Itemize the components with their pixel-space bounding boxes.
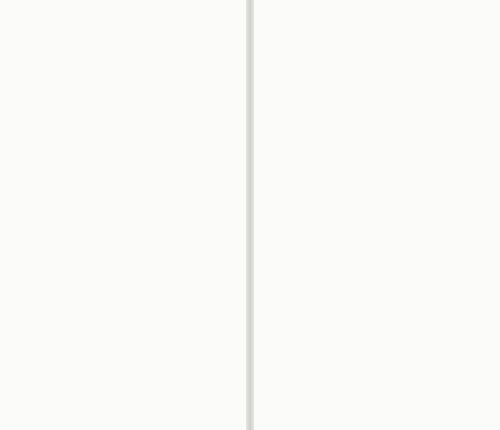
text-paragraph xyxy=(16,17,236,22)
text-paragraph xyxy=(316,6,490,11)
text-paragraph xyxy=(16,32,236,37)
text-paragraph xyxy=(316,58,490,63)
text-paragraph xyxy=(316,80,490,85)
text-paragraph xyxy=(16,69,236,74)
left-page xyxy=(0,0,246,430)
text-paragraph xyxy=(16,77,236,82)
text-paragraph xyxy=(16,54,236,59)
text-paragraph xyxy=(16,84,236,89)
text-paragraph xyxy=(16,47,236,52)
text-paragraph xyxy=(316,28,490,33)
text-paragraph xyxy=(316,50,490,55)
text-paragraph xyxy=(316,13,490,18)
right-page-text xyxy=(316,6,490,87)
text-paragraph xyxy=(316,43,490,48)
text-paragraph xyxy=(16,99,236,104)
right-page-margin-labels xyxy=(254,0,314,430)
text-paragraph xyxy=(16,25,236,30)
text-paragraph xyxy=(16,62,236,67)
text-paragraph xyxy=(316,73,490,78)
text-paragraph xyxy=(16,91,236,96)
left-page-text xyxy=(16,10,236,104)
text-paragraph xyxy=(316,21,490,26)
text-paragraph xyxy=(16,10,236,15)
text-paragraph xyxy=(16,40,236,45)
text-paragraph xyxy=(316,65,490,70)
book-gutter xyxy=(246,0,254,430)
right-page xyxy=(254,0,500,430)
text-paragraph xyxy=(316,36,490,41)
